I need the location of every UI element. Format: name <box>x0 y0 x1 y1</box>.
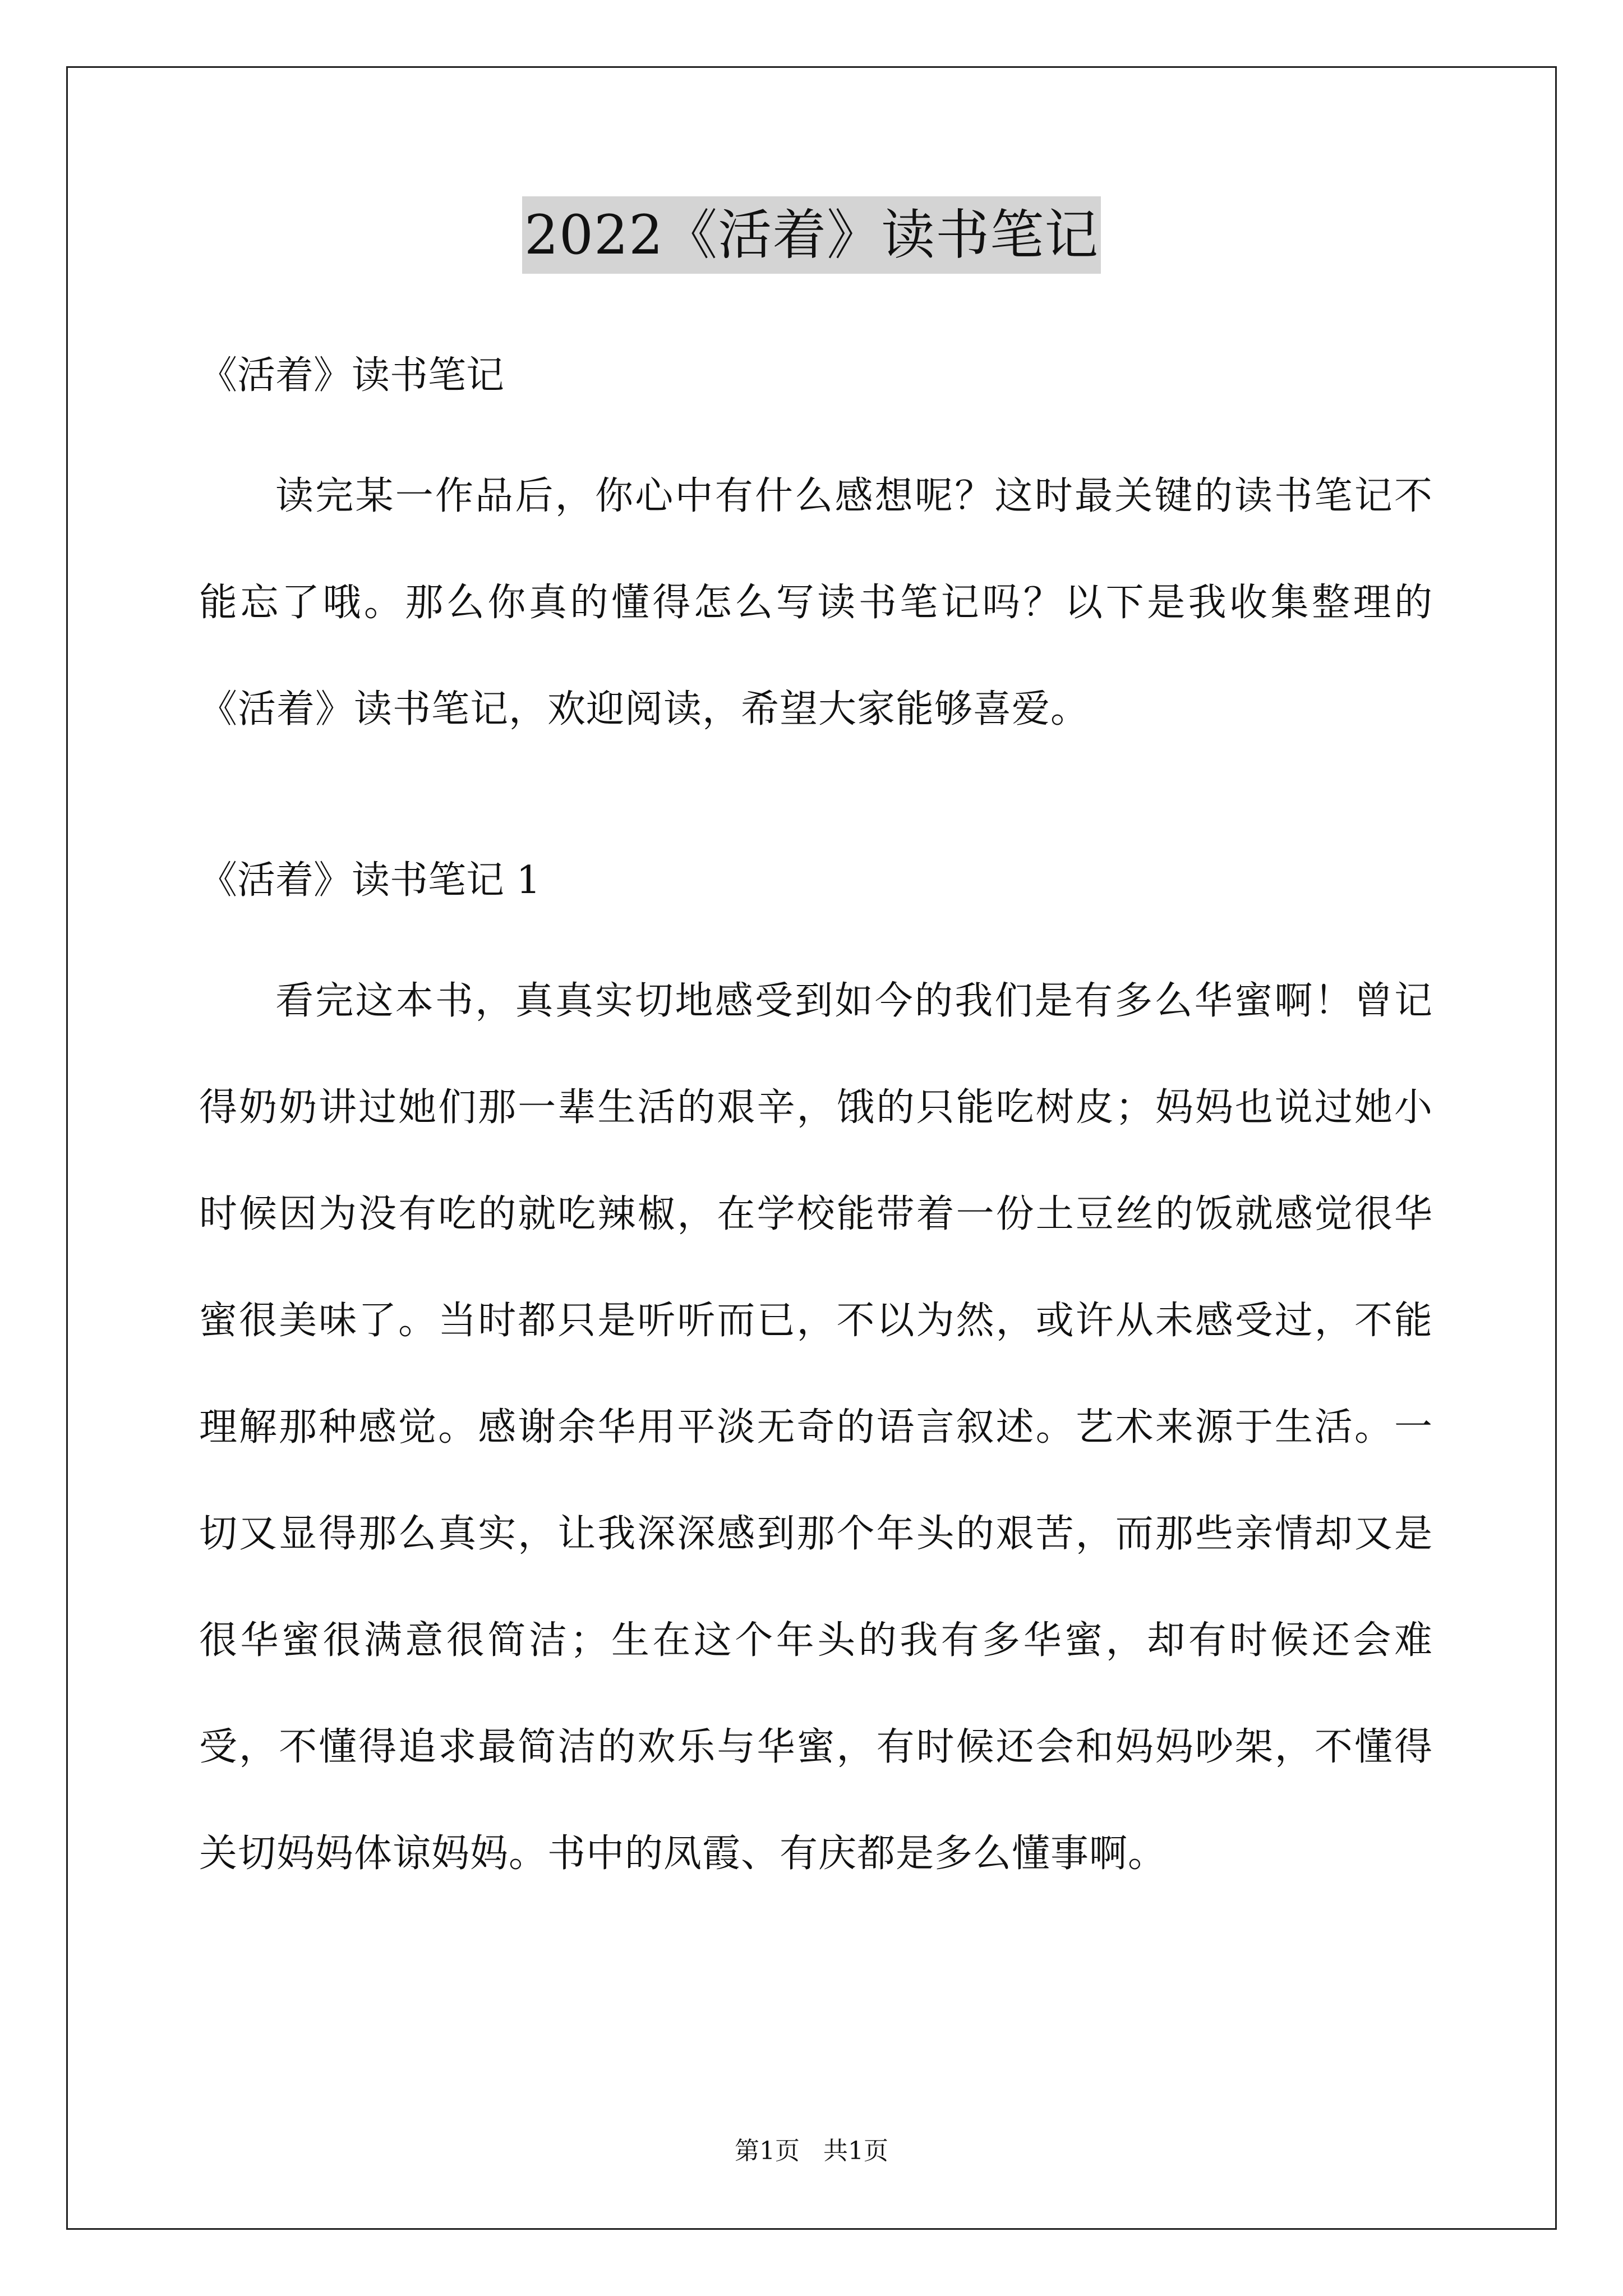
section-heading: 《活着》读书笔记 1 <box>199 858 541 903</box>
document-body <box>199 337 1433 1907</box>
document-title: 2022《活着》读书笔记 <box>522 196 1101 274</box>
title-container <box>0 196 1623 274</box>
page-total: 共1页 <box>823 2137 888 2165</box>
page-footer <box>0 2134 1623 2168</box>
subtitle-heading: 《活着》读书笔记 <box>199 353 505 398</box>
spacer <box>199 920 1433 948</box>
spacer <box>199 763 1433 841</box>
page-number: 第1页 <box>735 2137 800 2165</box>
spacer <box>199 415 1433 443</box>
intro-paragraph: 读完某一作品后，你心中有什么感想呢？这时最关键的读书笔记不能忘了哦。那么你真的懂得怎么写读书笔记吗？以下是我收集整理的《活着》读书笔记，欢迎阅读，希望大家能够喜爱。 <box>199 474 1433 731</box>
section-paragraph: 看完这本书，真真实切地感受到如今的我们是有多么华蜜啊！曾记得奶奶讲过她们那一辈生活的艰辛，饿的只能吃树皮；妈妈也说过她小时候因为没有吃的就吃辣椒，在学校能带着一份土豆丝的饭就感觉很华蜜很美味了。当时都只是听听而已，不以为然，或许从未感受过，不能理解那种感觉。感谢余华用平淡无奇的语言叙述。艺术来源于生活。一切又显得那么真实，让我深深感到那个年头的艰苦，而那些亲情却又是很华蜜很满意很简洁；生在这个年头的我有多华蜜，却有时候还会难受，不懂得追求最简洁的欢乐与华蜜，有时候还会和妈妈吵架，不懂得关切妈妈体谅妈妈。书中的凤霞、有庆都是多么懂事啊。 <box>199 979 1433 1876</box>
